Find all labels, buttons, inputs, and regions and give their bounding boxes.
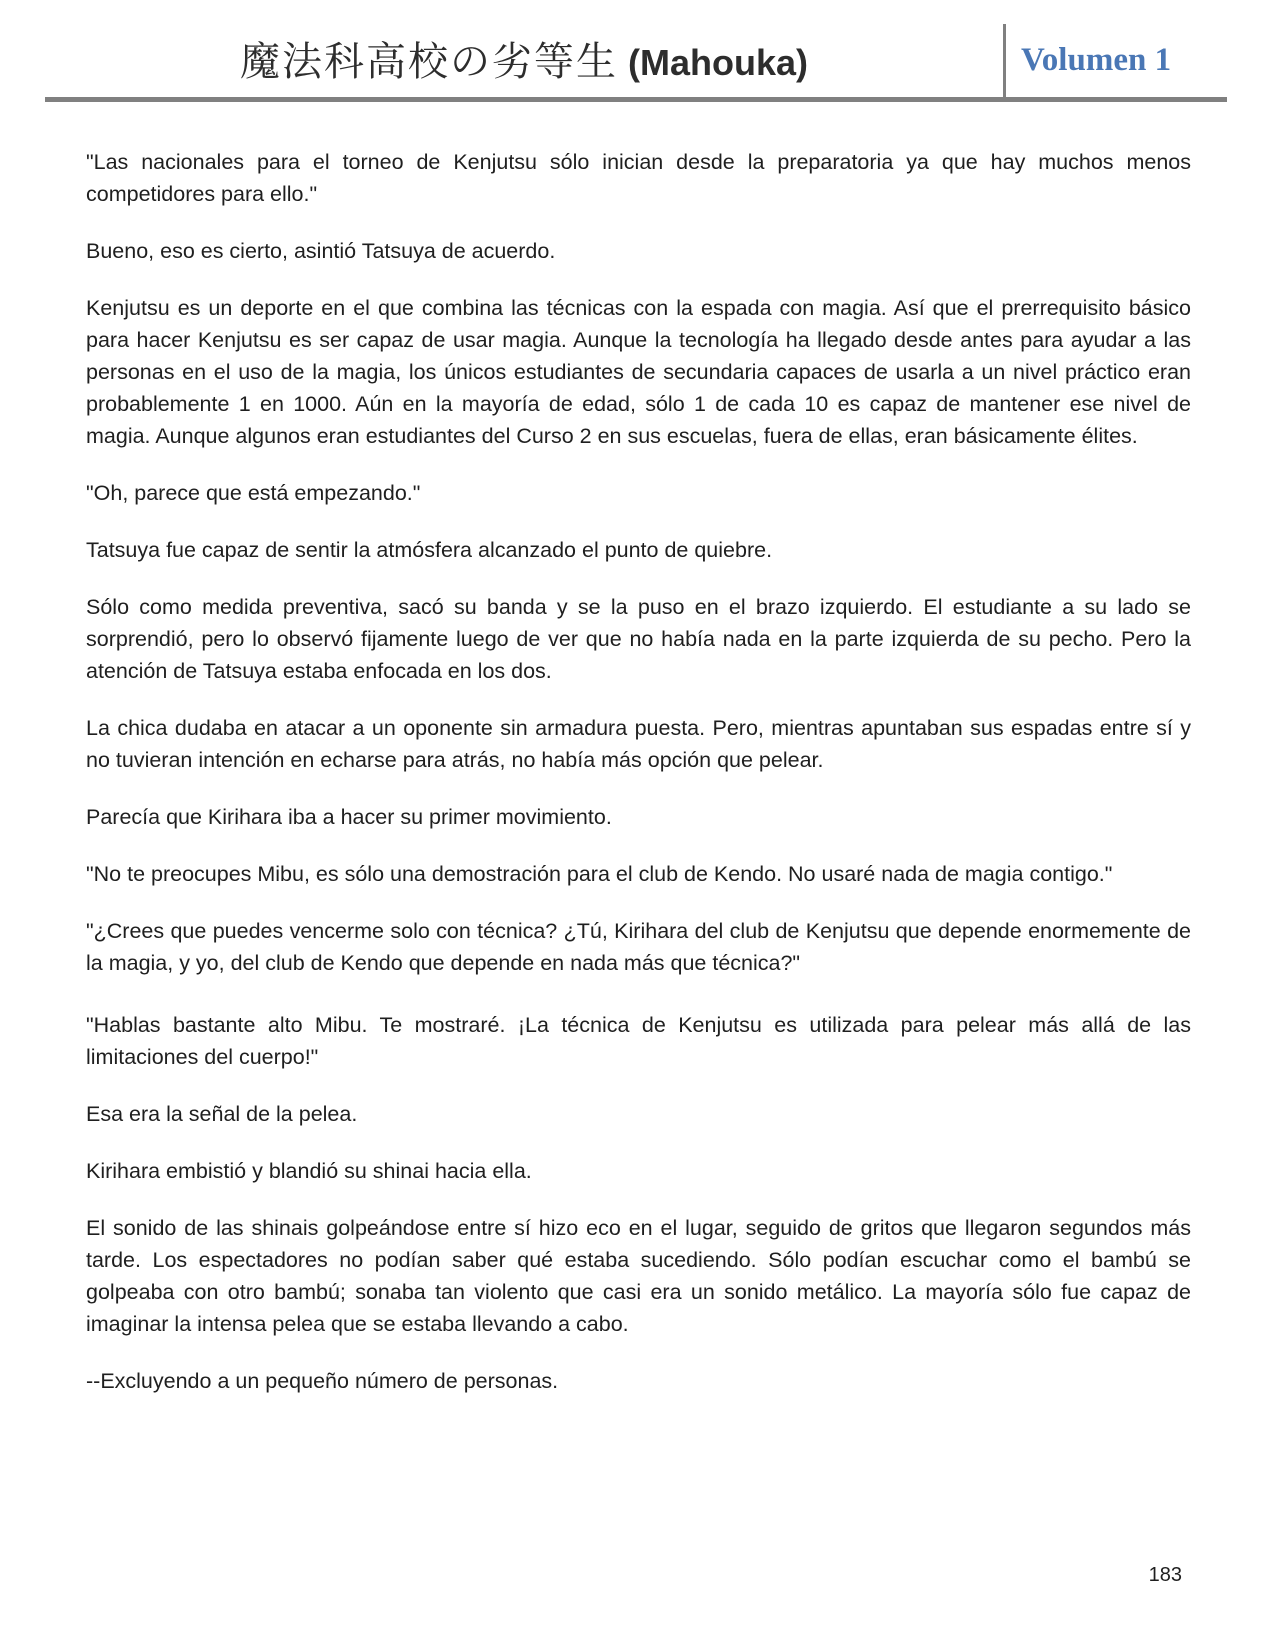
paragraph: "No te preocupes Mibu, es sólo una demostración para el club de Kendo. No usaré nada de magia contigo." (86, 862, 1113, 886)
paragraph: El sonido de las shinais golpeándose entre sí hizo eco en el lugar, seguido de gritos que llegaron segundos más tarde. Los espectadores no podían saber qué estaba sucediendo. Sólo podían escuchar como el bambú se golpeaba con otro bambú; sonaba tan violento que casi era un sonido metálico. La mayoría sólo fue capaz de imaginar la intensa pelea que se estaba llevando a cabo. (86, 1216, 1191, 1336)
document-title (45, 24, 1003, 97)
paragraph: "Las nacionales para el torneo de Kenjutsu sólo inician desde la preparatoria ya que hay muchos menos competidores para ello." (86, 150, 1191, 206)
page-number: 183 (1148, 1564, 1182, 1586)
paragraph: Parecía que Kirihara iba a hacer su primer movimiento. (86, 805, 612, 829)
header-volume-cell (1003, 24, 1227, 97)
page-header (45, 24, 1227, 102)
paragraph: Kirihara embistió y blandió su shinai hacia ella. (86, 1159, 532, 1183)
paragraph: Sólo como medida preventiva, sacó su banda y se la puso en el brazo izquierdo. El estudiante a su lado se sorprendió, pero lo observó fijamente luego de ver que no había nada en la parte izquierda de su pecho. Pero la atención de Tatsuya estaba enfocada en los dos. (86, 595, 1191, 683)
paragraph: "Hablas bastante alto Mibu. Te mostraré. ¡La técnica de Kenjutsu es utilizada para pelear más allá de las limitaciones del cuerpo!" (86, 1013, 1191, 1069)
paragraph: "¿Crees que puedes vencerme solo con técnica? ¿Tú, Kirihara del club de Kenjutsu que depende enormemente de la magia, y yo, del club de Kendo que depende en nada más que técnica?" (86, 919, 1191, 975)
page-body (86, 146, 1191, 1422)
paragraph: Bueno, eso es cierto, asintió Tatsuya de acuerdo. (86, 239, 556, 263)
document-title-japanese: 魔法科高校の劣等生 (239, 39, 618, 85)
paragraph: Tatsuya fue capaz de sentir la atmósfera alcanzado el punto de quiebre. (86, 538, 773, 562)
paragraph: Esa era la señal de la pelea. (86, 1102, 358, 1126)
paragraph: "Oh, parece que está empezando." (86, 481, 421, 505)
paragraph: --Excluyendo a un pequeño número de personas. (86, 1369, 559, 1393)
volume-label: Volumen 1 (1021, 42, 1172, 78)
document-title-romanized: (Mahouka) (617, 42, 808, 83)
paragraph: Kenjutsu es un deporte en el que combina las técnicas con la espada con magia. Así que el prerrequisito básico para hacer Kenjutsu es ser capaz de usar magia. Aunque la tecnología ha llegado desde antes para ayudar a las personas en el uso de la magia, los únicos estudiantes de secundaria capaces de usarla a un nivel práctico eran probablemente 1 en 1000. Aún en la mayoría de edad, sólo 1 de cada 10 es capaz de mantener ese nivel de magia. Aunque algunos eran estudiantes del Curso 2 en sus escuelas, fuera de ellas, eran básicamente élites. (86, 296, 1191, 448)
paragraph: La chica dudaba en atacar a un oponente sin armadura puesta. Pero, mientras apuntaban sus espadas entre sí y no tuvieran intención en echarse para atrás, no había más opción que pelear. (86, 716, 1191, 772)
